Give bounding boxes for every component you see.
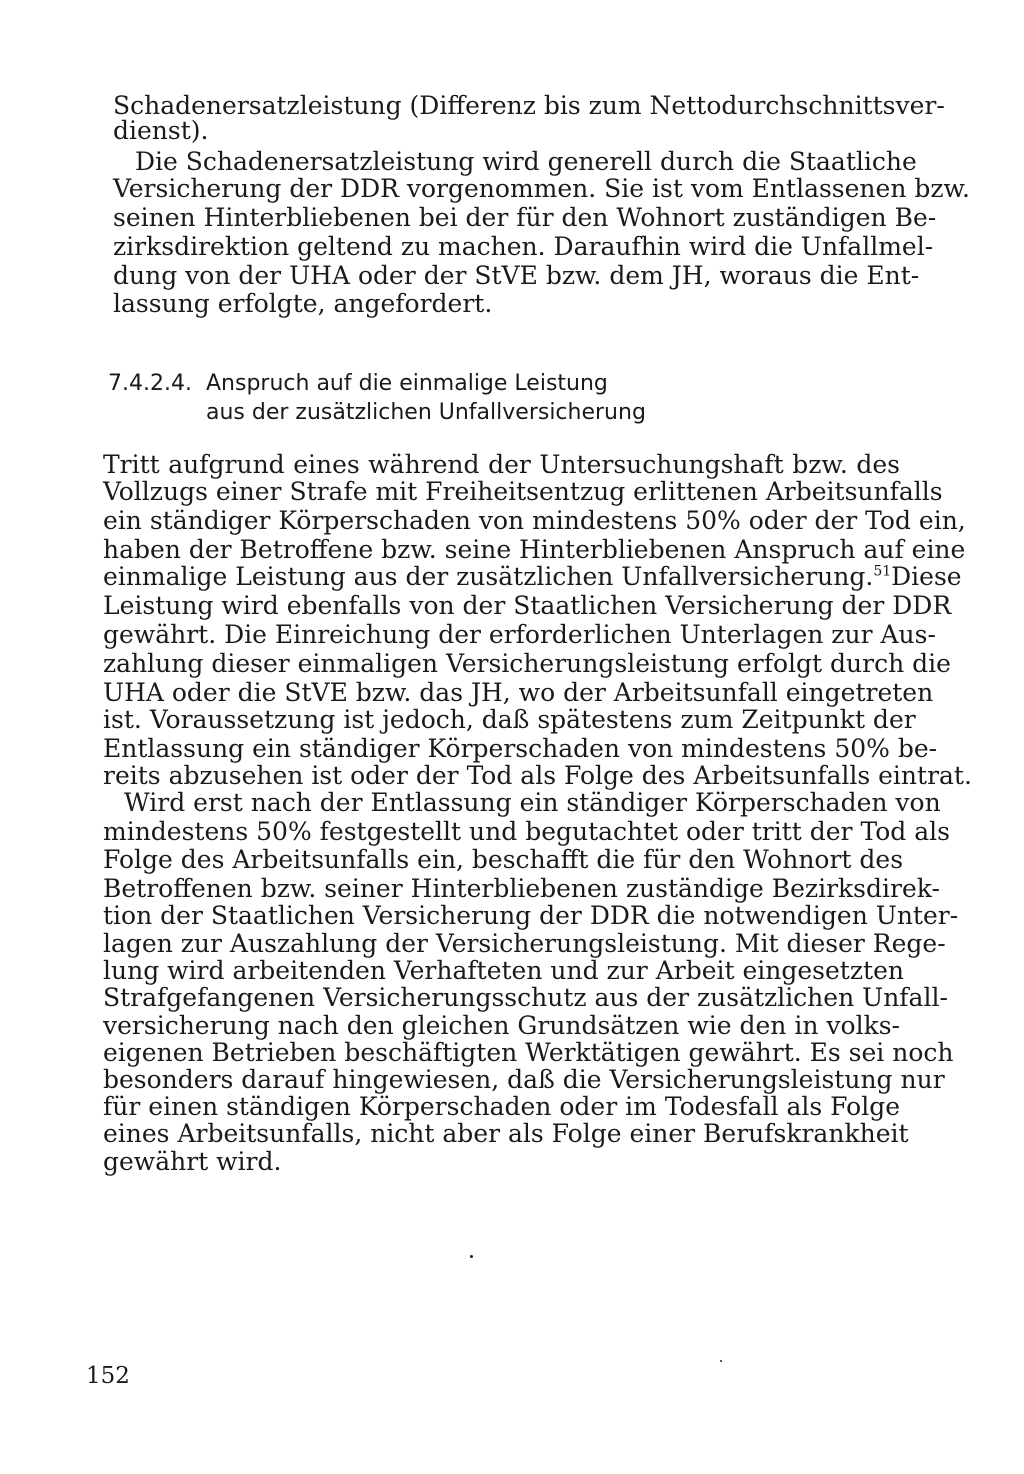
paragraph-2-line: seinen Hinterbliebenen bei der für den Wohnort zuständigen Be- <box>113 203 937 232</box>
scan-speck <box>720 1360 722 1362</box>
paragraph-4-line: Betroffenen bzw. seiner Hinterbliebenen zuständige Bezirksdirek- <box>103 874 940 903</box>
paragraph-4-line: mindestens 50% festgestellt und begutachtet oder tritt der Tod als <box>103 817 950 846</box>
paragraph-3-line: ein ständiger Körperschaden von mindestens 50% oder der Tod ein, <box>103 506 966 535</box>
paragraph-2-line: zirksdirektion geltend zu machen. Daraufhin wird die Unfallmel- <box>113 232 934 261</box>
paragraph-2-line: lassung erfolgte, angefordert. <box>113 289 493 318</box>
section-title-line: Anspruch auf die einmalige Leistung <box>206 371 608 396</box>
section-number: 7.4.2.4. <box>108 371 192 396</box>
paragraph-4-line: gewährt wird. <box>103 1147 282 1176</box>
paragraph-3-line-text <box>103 563 891 591</box>
paragraph-2-line: Die Schadenersatzleistung wird generell durch die Staatliche <box>135 147 917 176</box>
page-number: 152 <box>86 1363 130 1389</box>
paragraph-4-line: lung wird arbeitenden Verhafteten und zur Arbeit eingesetzten <box>103 956 904 985</box>
paragraph-3-line-tail: Diese <box>891 562 962 591</box>
paragraph-4-line: Wird erst nach der Entlassung ein ständiger Körperschaden von <box>124 788 941 817</box>
footnote-reference: 51 <box>873 563 892 580</box>
paragraph-3-line: Tritt aufgrund eines während der Untersuchungshaft bzw. des <box>103 450 900 479</box>
paragraph-2-line: Versicherung der DDR vorgenommen. Sie ist vom Entlassenen bzw. <box>113 174 970 203</box>
paragraph-4-line: tion der Staatlichen Versicherung der DDR die notwendigen Unter- <box>103 901 959 930</box>
paragraph-3-line: Leistung wird ebenfalls von der Staatlichen Versicherung der DDR <box>103 591 952 620</box>
paragraph-4-line: eigenen Betrieben beschäftigten Werktätigen gewährt. Es sei noch <box>103 1038 954 1067</box>
paragraph-3-line: Entlassung ein ständiger Körperschaden von mindestens 50% be- <box>103 734 938 763</box>
paragraph-3-line: Vollzugs einer Strafe mit Freiheitsentzug erlittenen Arbeitsunfalls <box>103 477 943 506</box>
paragraph-1-line: Schadenersatzleistung (Differenz bis zum Nettodurchschnittsver- <box>113 91 945 120</box>
paragraph-3-line: UHA oder die StVE bzw. das JH, wo der Arbeitsunfall eingetreten <box>103 678 934 707</box>
scan-speck <box>470 1255 473 1258</box>
paragraph-3-line-with-footnote <box>103 562 962 591</box>
paragraph-3-line: reits abzusehen ist oder der Tod als Folge des Arbeitsunfalls eintrat. <box>103 761 972 790</box>
paragraph-3-line: zahlung dieser einmaligen Versicherungsleistung erfolgt durch die <box>103 649 951 678</box>
section-title-line: aus der zusätzlichen Unfallversicherung <box>206 400 646 425</box>
paragraph-2-line: dung von der UHA oder der StVE bzw. dem JH, woraus die Ent- <box>113 261 920 290</box>
paragraph-3-line: haben der Betroffene bzw. seine Hinterbliebenen Anspruch auf eine <box>103 535 966 564</box>
paragraph-4-line: besonders darauf hingewiesen, daß die Versicherungsleistung nur <box>103 1065 945 1094</box>
paragraph-4-line: Folge des Arbeitsunfalls ein, beschafft die für den Wohnort des <box>103 845 904 874</box>
paragraph-4-line: lagen zur Auszahlung der Versicherungsleistung. Mit dieser Rege- <box>103 929 946 958</box>
paragraph-4-line: Strafgefangenen Versicherungsschutz aus der zusätzlichen Unfall- <box>103 983 948 1012</box>
paragraph-1-line: dienst). <box>113 116 209 145</box>
paragraph-4-line: für einen ständigen Körperschaden oder im Todesfall als Folge <box>103 1092 900 1121</box>
paragraph-4-line: versicherung nach den gleichen Grundsätzen wie den in volks- <box>103 1011 900 1040</box>
paragraph-3-line: gewährt. Die Einreichung der erforderlichen Unterlagen zur Aus- <box>103 620 936 649</box>
paragraph-4-line: eines Arbeitsunfalls, nicht aber als Folge einer Berufskrankheit <box>103 1119 909 1148</box>
paragraph-3-line: ist. Voraussetzung ist jedoch, daß spätestens zum Zeitpunkt der <box>103 705 916 734</box>
paragraph-3-line-main: einmalige Leistung aus der zusätzlichen Unfallversicherung. <box>103 562 874 591</box>
